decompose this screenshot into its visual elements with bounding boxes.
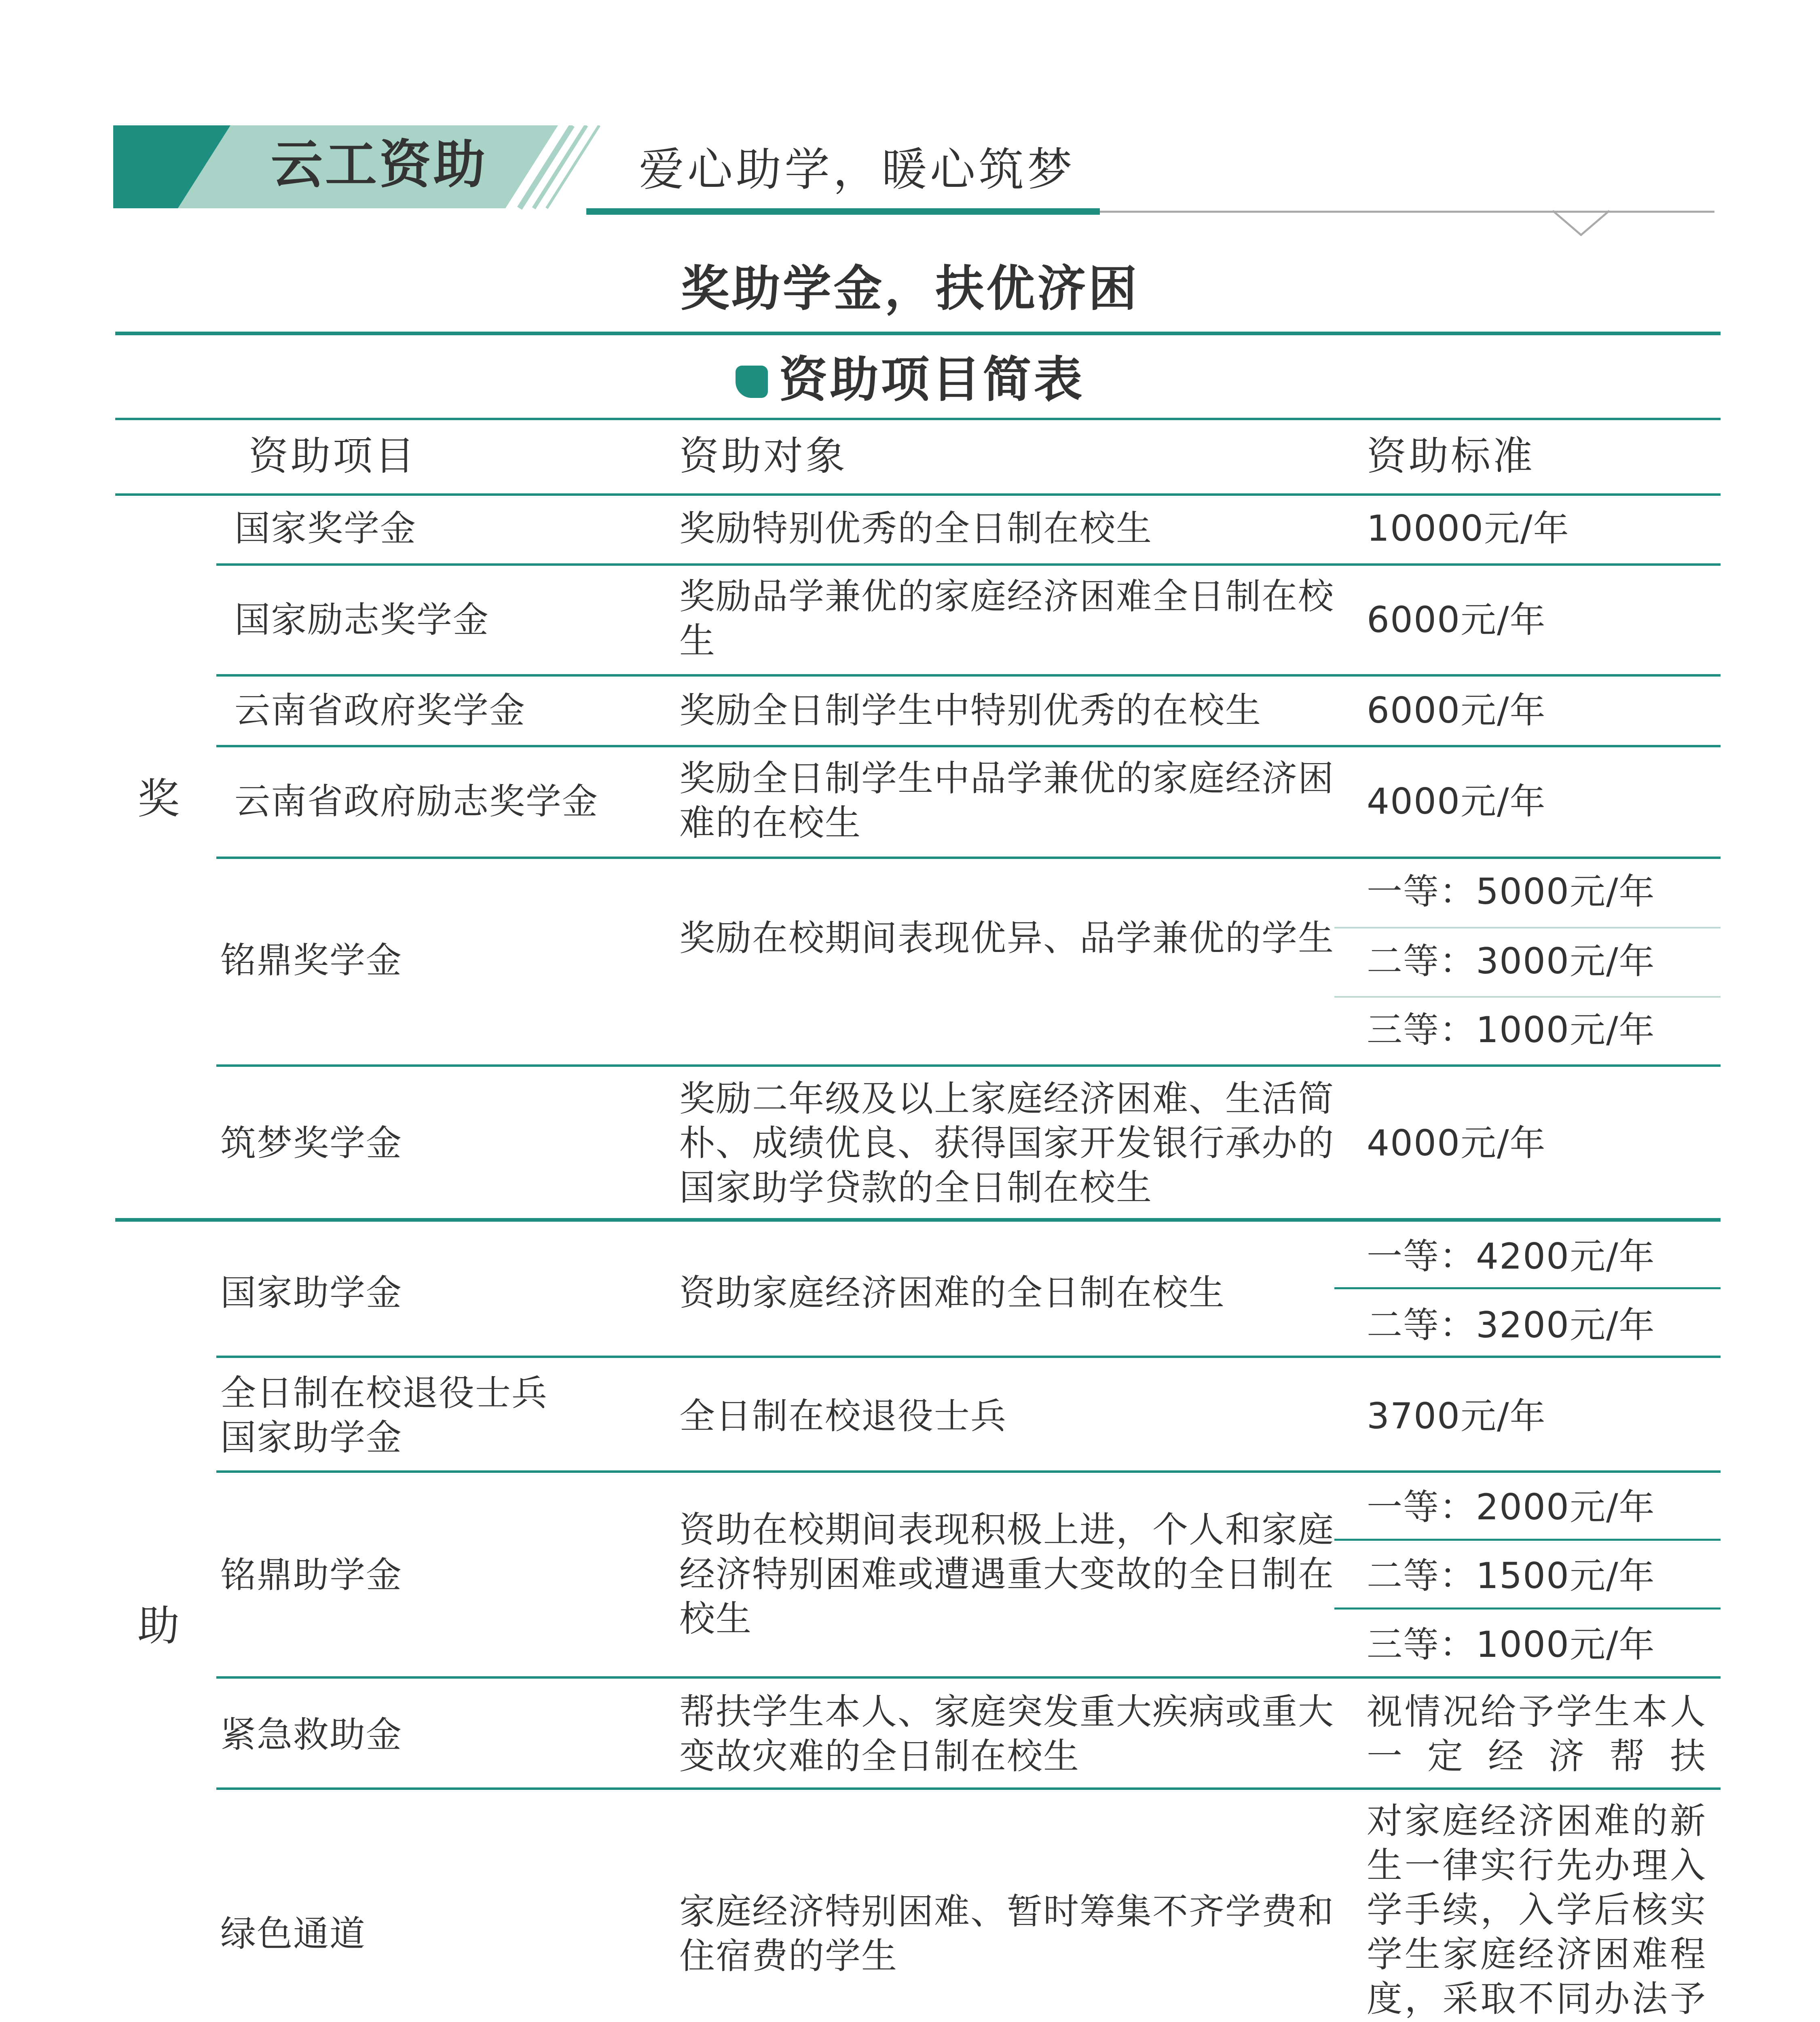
row-divider [216, 1676, 1721, 1679]
row-standard: 4000元/年 [1367, 780, 1546, 822]
bullet-icon [736, 366, 768, 398]
sub-row-divider [1334, 1607, 1721, 1610]
row-project: 铭鼎奖学金 [220, 939, 403, 981]
category-label-grant: 助 [137, 1601, 180, 1650]
group-divider [115, 1218, 1721, 1222]
divider-top [115, 332, 1721, 335]
row-standard: 一等：2000元/年 [1367, 1486, 1655, 1528]
row-target: 全日制在校退役士兵 [679, 1395, 1007, 1437]
row-project: 紧急救助金 [220, 1714, 403, 1756]
row-project: 国家助学金 [220, 1272, 403, 1313]
banner-stripe-3 [547, 125, 599, 208]
row-standard: 对家庭经济困难的新生一律实行先办理入学手续，入学后核实学生家庭经济困难程度，采取不同办法予 [1367, 1800, 1706, 2020]
row-standard: 4000元/年 [1367, 1122, 1546, 1164]
row-divider [216, 563, 1721, 566]
row-project: 云南省政府励志奖学金 [235, 780, 599, 822]
row-divider [216, 1470, 1721, 1473]
sub-row-divider [1334, 1539, 1721, 1541]
row-divider [216, 1787, 1721, 1790]
row-target: 资助家庭经济困难的全日制在校生 [679, 1272, 1226, 1313]
slogan-accent-underline [586, 208, 1100, 215]
row-target: 奖励全日制学生中特别优秀的在校生 [679, 690, 1262, 731]
row-target: 奖励二年级及以上家庭经济困难、生活简朴、成绩优良、获得国家开发银行承办的国家助学贷款的全日制在校生 [679, 1078, 1335, 1208]
brand-title: 云工资助 [271, 135, 488, 195]
row-standard: 10000元/年 [1367, 508, 1570, 549]
row-standard: 6000元/年 [1367, 690, 1546, 731]
row-standard: 6000元/年 [1367, 599, 1546, 641]
row-standard: 视情况给予学生本人一定经济帮扶 [1367, 1691, 1706, 1777]
sub-row-divider [1334, 1287, 1721, 1289]
category-label-award: 奖 [137, 774, 180, 823]
row-project: 筑梦奖学金 [220, 1122, 403, 1164]
row-divider [216, 1356, 1721, 1358]
row-project: 绿色通道 [220, 1913, 366, 1954]
chevron-down-icon [1553, 210, 1609, 238]
column-header-project: 资助项目 [249, 433, 417, 479]
row-target: 奖励品学兼优的家庭经济困难全日制在校生 [679, 575, 1335, 662]
row-target: 家庭经济特别困难、暂时筹集不齐学费和住宿费的学生 [679, 1891, 1335, 1977]
row-standard: 3700元/年 [1367, 1395, 1546, 1437]
row-standard: 二等：3200元/年 [1367, 1304, 1655, 1346]
row-standard: 三等：1000元/年 [1367, 1624, 1655, 1665]
row-divider [216, 745, 1721, 747]
divider-title [115, 418, 1721, 420]
row-target: 帮扶学生本人、家庭突发重大疾病或重大变故灾难的全日制在校生 [679, 1691, 1335, 1777]
column-header-target: 资助对象 [679, 433, 848, 479]
table-title [0, 346, 1820, 415]
row-divider [216, 674, 1721, 677]
row-divider [216, 857, 1721, 859]
row-target: 奖励特别优秀的全日制在校生 [679, 508, 1153, 549]
slogan-gray-rule [1100, 211, 1714, 213]
column-header-standard: 资助标准 [1367, 433, 1535, 479]
row-standard: 二等：3000元/年 [1367, 940, 1655, 982]
row-project: 云南省政府奖学金 [235, 690, 526, 731]
row-project: 全日制在校退役士兵国家助学金 [220, 1372, 548, 1458]
row-standard: 一等：5000元/年 [1367, 871, 1655, 912]
row-divider [216, 1064, 1721, 1067]
slogan: 爱心助学，暖心筑梦 [639, 144, 1076, 196]
row-target: 奖励在校期间表现优异、品学兼优的学生 [679, 917, 1335, 959]
section-title: 奖助学金，扶优济困 [681, 261, 1139, 317]
row-standard: 一等：4200元/年 [1367, 1235, 1655, 1277]
row-project: 国家励志奖学金 [235, 599, 490, 641]
sub-row-divider [1334, 927, 1721, 929]
divider-header [115, 493, 1721, 496]
table-title-text: 资助项目简表 [779, 352, 1085, 408]
row-project: 铭鼎助学金 [220, 1554, 403, 1596]
row-standard: 三等：1000元/年 [1367, 1009, 1655, 1051]
row-target: 奖励全日制学生中品学兼优的家庭经济困难的在校生 [679, 757, 1335, 844]
row-target: 资助在校期间表现积极上进，个人和家庭经济特别困难或遭遇重大变故的全日制在校生 [679, 1509, 1335, 1639]
row-standard: 二等：1500元/年 [1367, 1555, 1655, 1597]
row-project: 国家奖学金 [235, 508, 417, 549]
sub-row-divider [1334, 996, 1721, 998]
